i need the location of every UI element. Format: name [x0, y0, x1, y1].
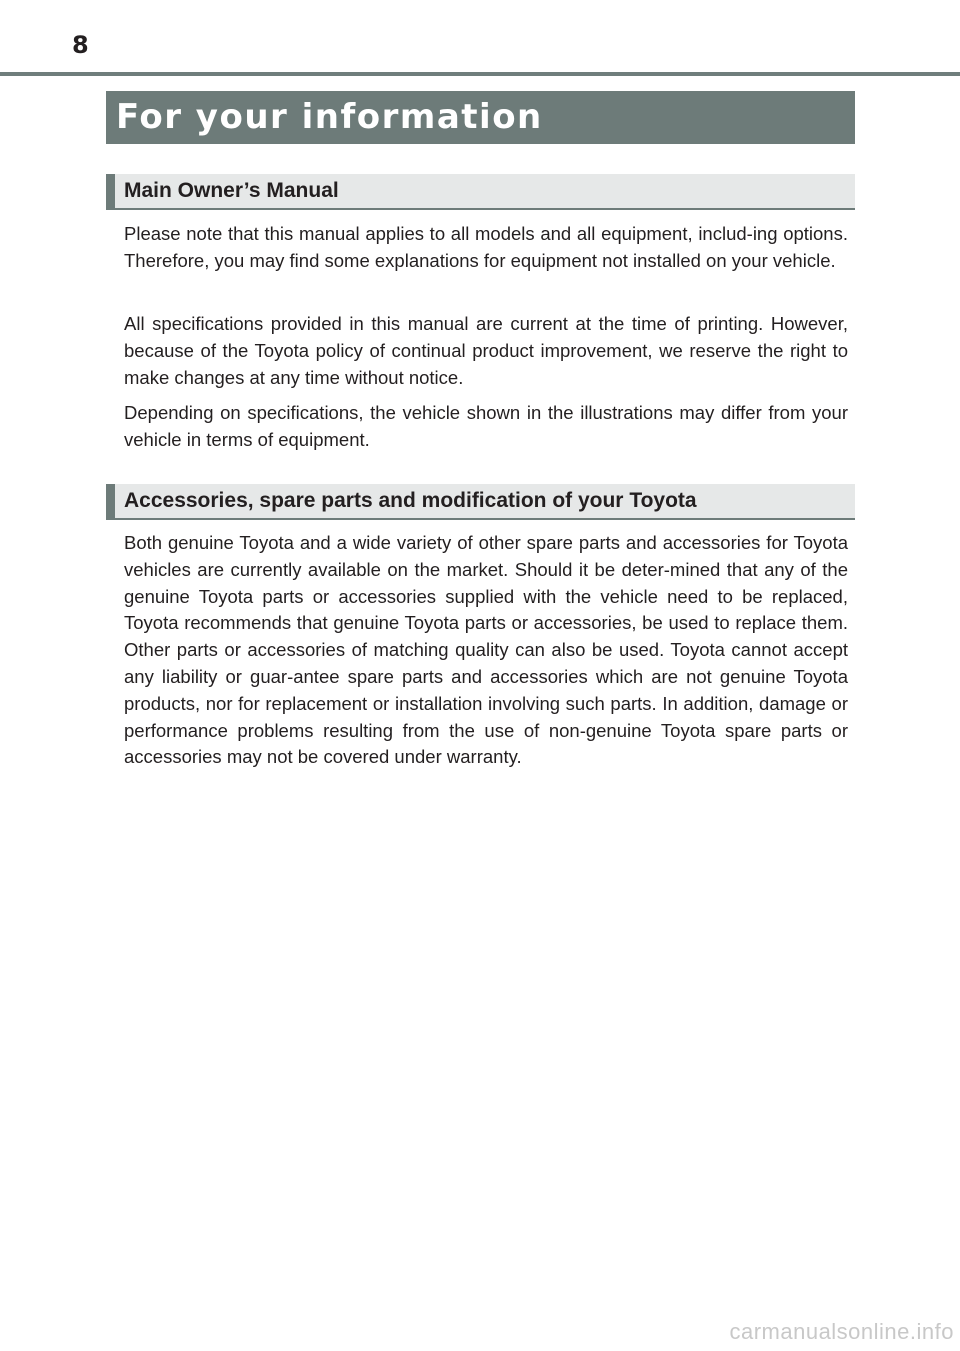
paragraph: All specifications provided in this manual are current at the time of printing. However, because of the Toyota policy of continual product improvement, we reserve the right to make changes at any time without notice. — [124, 313, 848, 388]
chapter-title: For your information — [116, 97, 543, 137]
page-number: 8 — [72, 31, 89, 59]
watermark: carmanualsonline.info — [729, 1319, 954, 1344]
paragraph: Depending on specifications, the vehicle shown in the illustrations may differ from your vehicle in terms of equipment. — [124, 402, 848, 450]
section-header-main-owners-manual — [106, 174, 855, 210]
chapter-banner — [106, 91, 855, 144]
top-rule — [0, 72, 960, 76]
paragraph: Both genuine Toyota and a wide variety of other spare parts and accessories for Toyota vehicles are currently available on the market. Should it be deter-mined that any of the genuine Toyota parts or accessories supplied with the vehicle need to be replaced, Toyota recommends that genuine Toyota parts or accessories, be used to replace them. Other parts or accessories of matching quality can also be used. Toyota cannot accept any liability or guar-antee spare parts and accessories which are not genuine Toyota products, nor for replacement or installation involving such parts. In addition, damage or performance problems resulting from the use of non-genuine Toyota spare parts or accessories may not be covered under warranty. — [124, 532, 848, 768]
paragraph: Please note that this manual applies to all models and all equipment, includ-ing options. Therefore, you may find some explanations for equipment not installed on your vehicle. — [124, 223, 848, 271]
section-header-accessories — [106, 484, 855, 520]
section-title: Accessories, spare parts and modification of your Toyota — [124, 489, 697, 512]
section-title: Main Owner’s Manual — [124, 179, 339, 202]
